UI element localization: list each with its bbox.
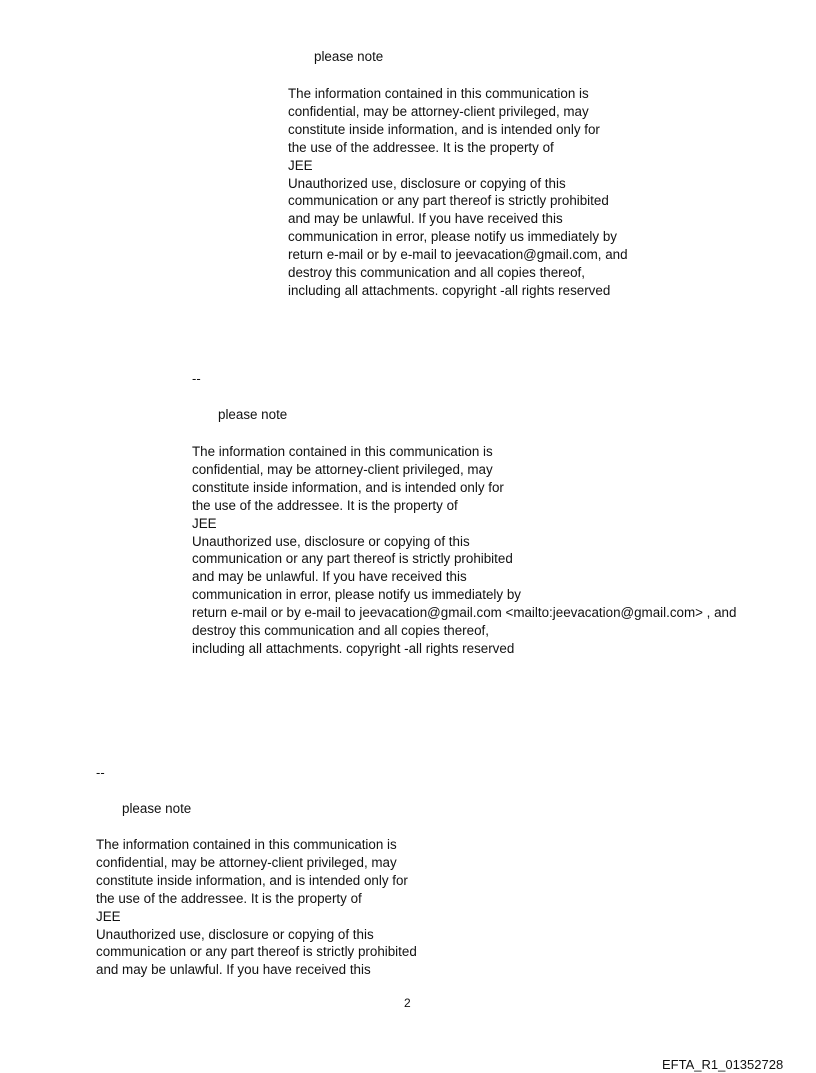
block2-note: please note (218, 407, 288, 422)
block2-line: communication in error, please notify us immediately by (192, 587, 521, 603)
block1-line: confidential, may be attorney-client privileged, may (288, 103, 589, 119)
block1-line: destroy this communication and all copies thereof, (288, 265, 585, 281)
block2-line: destroy this communication and all copies thereof, (192, 623, 489, 639)
page-number: 2 (404, 996, 411, 1010)
document-id: EFTA_R1_01352728 (662, 1057, 784, 1072)
block1-note: please note (314, 49, 384, 64)
block1-disclaimer (288, 85, 628, 300)
block1-line: return e-mail or by e-mail to jeevacation@gmail.com, and (288, 247, 628, 263)
block2-line: the use of the addressee. It is the property of (192, 497, 458, 513)
block3-line: and may be unlawful. If you have received this (96, 962, 371, 978)
block2-separator: -- (192, 371, 201, 386)
block3-line: JEE (96, 908, 121, 924)
block3-line: confidential, may be attorney-client privileged, may (96, 854, 397, 870)
block2-line: return e-mail or by e-mail to jeevacation@gmail.com <mailto:jeevacation@gmail.com> , and (192, 605, 737, 621)
block1-line: constitute inside information, and is intended only for (288, 121, 600, 137)
block3-line: The information contained in this communication is (96, 837, 397, 852)
block2-line: communication or any part thereof is strictly prohibited (192, 551, 513, 567)
block2-line: including all attachments. copyright -all rights reserved (192, 640, 515, 656)
block3-disclaimer (96, 836, 417, 979)
block2-disclaimer (192, 443, 736, 658)
block3-line: the use of the addressee. It is the property of (96, 890, 362, 906)
block2-line: JEE (192, 515, 217, 531)
block1-line: and may be unlawful. If you have received this (288, 211, 563, 227)
block1-line: communication or any part thereof is strictly prohibited (288, 193, 609, 209)
block3-line: Unauthorized use, disclosure or copying of this (96, 926, 374, 942)
block2-line: The information contained in this communication is (192, 444, 493, 459)
block1-line: Unauthorized use, disclosure or copying of this (288, 175, 566, 191)
block1-line: The information contained in this communication is (288, 86, 589, 101)
block3-line: constitute inside information, and is intended only for (96, 872, 408, 888)
block2-line: constitute inside information, and is intended only for (192, 479, 504, 495)
block3-note: please note (122, 801, 192, 816)
block3-line: communication or any part thereof is strictly prohibited (96, 944, 417, 960)
block1-line: including all attachments. copyright -all rights reserved (288, 282, 611, 298)
block1-line: communication in error, please notify us immediately by (288, 229, 617, 245)
block3-separator: -- (96, 765, 105, 780)
block1-line: the use of the addressee. It is the property of (288, 139, 554, 155)
block2-line: and may be unlawful. If you have received this (192, 569, 467, 585)
block2-line: confidential, may be attorney-client privileged, may (192, 461, 493, 477)
block1-line: JEE (288, 157, 313, 173)
block2-line: Unauthorized use, disclosure or copying of this (192, 533, 470, 549)
